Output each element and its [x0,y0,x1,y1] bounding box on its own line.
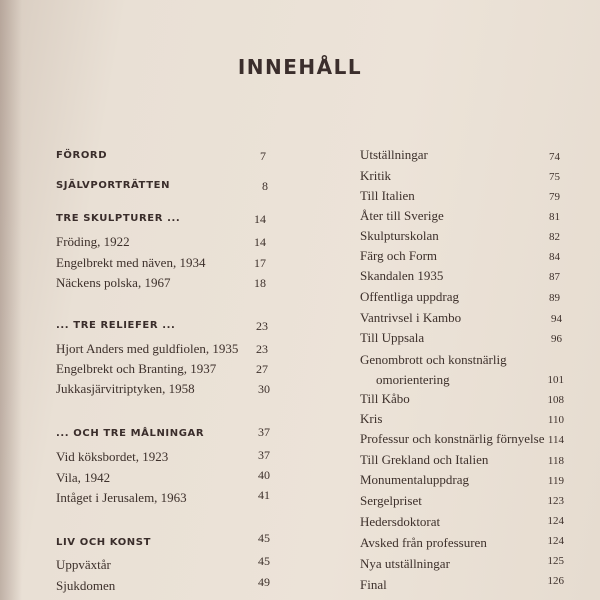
toc-page-number: 82 [549,231,560,243]
toc-entry: Utställningar [360,147,428,162]
toc-entry: Monumentaluppdrag [360,472,470,487]
toc-page-number: 14 [254,212,266,226]
toc-entry: Intåget i Jerusalem, 1963 [56,490,187,505]
toc-page-number: 89 [549,292,560,304]
toc-entry: Vid köksbordet, 1923 [56,449,169,464]
toc-heading: FÖRORD [56,150,108,161]
toc-page-number: 14 [254,235,266,249]
toc-entry: Fröding, 1922 [56,234,130,249]
toc-entry: Final [360,577,387,592]
toc-page-number: 8 [262,179,268,193]
toc-page-number: 119 [547,475,564,487]
toc-page-number: 45 [258,554,270,568]
toc-entry: Vantrivsel i Kambo [360,310,462,325]
toc-entry: Engelbrekt och Branting, 1937 [56,361,217,376]
toc-entry: Professur och konstnärlig förnyelse [360,431,545,446]
toc-entry: Offentliga uppdrag [360,289,460,304]
toc-entry: Skulpturskolan [360,228,439,243]
toc-entry: Till Italien [360,188,415,203]
toc-page-number: 101 [547,374,564,386]
toc-heading: SJÄLVPORTRÄTTEN [56,180,171,191]
toc-entry: Hjort Anders med guldfiolen, 1935 [56,341,239,356]
toc-entry: Engelbrekt med näven, 1934 [56,255,206,270]
toc-entry: Till Uppsala [360,330,425,345]
toc-page-number: 17 [254,256,266,270]
toc-page-number: 125 [547,555,564,567]
page-title: INNEHÅLL [237,55,363,79]
toc-page-number: 81 [549,211,560,223]
toc-page-number: 118 [547,455,564,467]
toc-page-number: 37 [258,425,270,439]
toc-page-number: 30 [258,382,270,396]
toc-page-number: 23 [256,319,268,333]
toc-page-number: 41 [258,488,270,502]
toc-entry: Hedersdoktorat [360,514,441,529]
toc-entry: Jukkasjärvitriptyken, 1958 [56,381,195,396]
toc-page-number: 94 [551,313,562,325]
toc-page-number: 87 [549,271,560,283]
toc-entry: Nya utställningar [360,556,450,571]
toc-entry: Kritik [360,168,392,183]
toc-page-number: 23 [256,342,268,356]
toc-entry: Näckens polska, 1967 [56,275,171,290]
toc-entry: Sergelpriset [360,493,422,508]
toc-heading: ... TRE RELIEFER ... [56,320,176,331]
toc-page-number: 114 [547,434,564,446]
toc-page-number: 45 [258,531,270,545]
toc-heading: ... OCH TRE MÅLNINGAR [56,428,205,439]
toc-page-number: 27 [256,362,268,376]
toc-page-number: 79 [549,191,560,203]
toc-heading: TRE SKULPTURER ... [56,213,181,224]
toc-page-number: 37 [258,448,270,462]
toc-entry: Till Kåbo [360,391,410,406]
toc-entry: Skandalen 1935 [360,268,444,283]
toc-page-number: 126 [547,575,564,587]
toc-page-number: 108 [547,394,564,406]
toc-page-number: 84 [549,251,560,263]
toc-entry: Till Grekland och Italien [360,452,489,467]
toc-page-number: 49 [258,575,270,589]
toc-entry: Genombrott och konstnärlig [360,352,507,367]
toc-page-number: 7 [260,149,266,163]
toc-page-number: 124 [547,535,564,547]
toc-page-number: 110 [547,414,564,426]
toc-entry: Avsked från professuren [360,535,487,550]
toc-entry: Vila, 1942 [56,470,111,485]
toc-heading: LIV OCH KONST [56,537,151,548]
toc-page-number: 123 [547,495,564,507]
page-gutter-shadow [0,0,22,600]
toc-page-number: 75 [549,171,560,183]
toc-page-number: 74 [549,151,560,163]
toc-entry: Färg och Form [360,248,438,263]
toc-page-number: 18 [254,276,266,290]
toc-entry: Kris [360,411,383,426]
toc-entry: Åter till Sverige [360,208,444,223]
toc-entry: Uppväxtår [56,557,111,572]
toc-entry: omorientering [376,372,450,387]
toc-entry: Sjukdomen [56,578,116,593]
toc-page-number: 40 [258,468,270,482]
toc-page-number: 96 [551,333,562,345]
toc-page-number: 124 [547,515,564,527]
